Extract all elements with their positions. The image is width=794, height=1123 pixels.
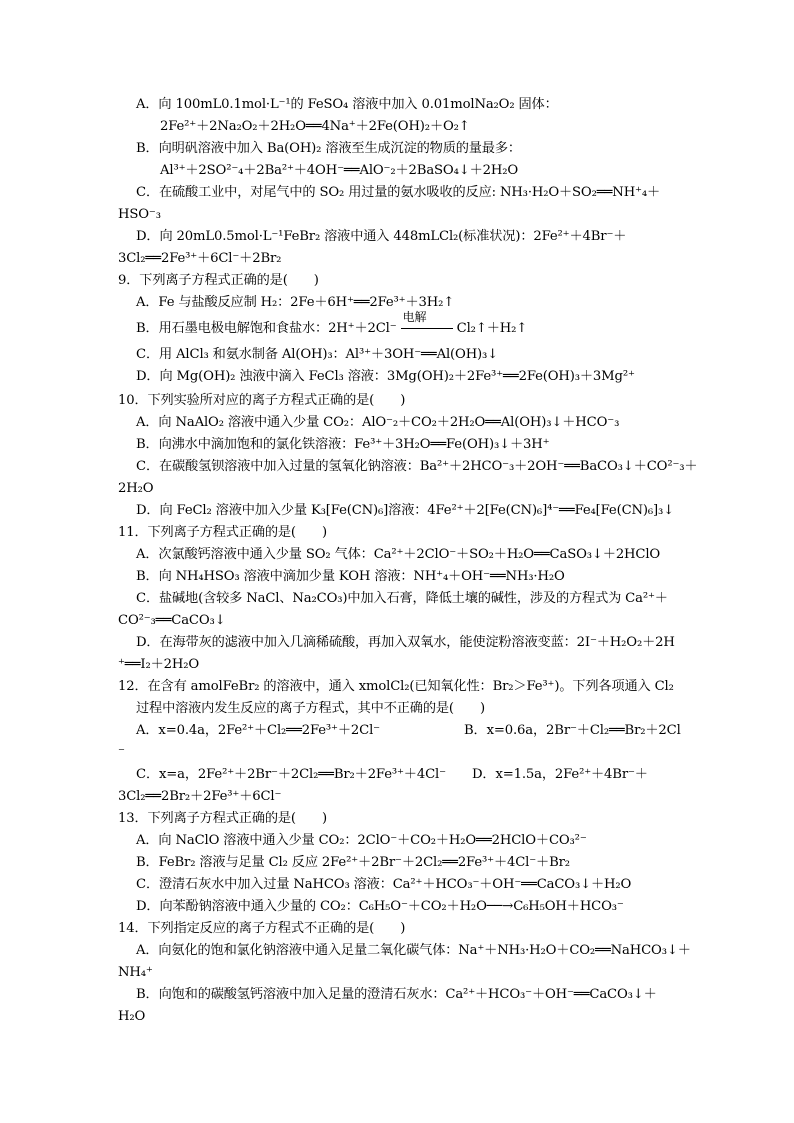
q11-option-a: A．次氯酸钙溶液中通入少量 SO₂ 气体：Ca²⁺＋2ClO⁻＋SO₂＋H₂O══CaSO₃↓＋2HClO xyxy=(136,547,661,562)
q13-option-b: B．FeBr₂ 溶液与足量 Cl₂ 反应 2Fe²⁺＋2Br⁻＋2Cl₂══2Fe³⁺＋4Cl⁻＋Br₂ xyxy=(136,855,570,870)
q8-option-a-equation: 2Fe²⁺＋2Na₂O₂＋2H₂O══4Na⁺＋2Fe(OH)₂＋O₂↑ xyxy=(160,119,470,134)
q13-option-d: D．向苯酚钠溶液中通入少量的 CO₂：C₆H₅O⁻＋CO₂＋H₂O──→C₆H₅OH＋HCO₃⁻ xyxy=(136,899,624,914)
q11-option-c-cont: CO²⁻₃══CaCO₃↓ xyxy=(118,613,226,628)
q9-option-b-right: Cl₂↑＋H₂↑ xyxy=(456,321,528,336)
q8-option-b-equation: Al³⁺＋2SO²⁻₄＋2Ba²⁺＋4OH⁻══AlO⁻₂＋2BaSO₄↓＋2H₂O xyxy=(160,163,519,178)
q9-option-c: C．用 AlCl₃ 和氨水制备 Al(OH)₃：Al³⁺＋3OH⁻══Al(OH)₃↓ xyxy=(136,347,499,362)
q8-option-c: C．在硫酸工业中，对尾气中的 SO₂ 用过量的氨水吸收的反应: NH₃·H₂O＋SO₂══NH⁺₄＋ xyxy=(136,185,661,200)
question-10: 10．下列实验所对应的离子方程式正确的是( ) xyxy=(118,393,406,408)
q10-option-b: B．向沸水中滴加饱和的氯化铁溶液：Fe³⁺＋3H₂O══Fe(OH)₃↓＋3H⁺ xyxy=(136,437,550,452)
q12-options-cd: C．x=a，2Fe²⁺＋2Br⁻＋2Cl₂══Br₂＋2Fe³⁺＋4Cl⁻ D．x=1.5a，2Fe²⁺＋4Br⁻＋ xyxy=(136,767,648,782)
q11-option-c: C．盐碱地(含较多 NaCl、Na₂CO₃)中加入石膏，降低土壤的碱性，涉及的方程式为 Ca²⁺＋ xyxy=(136,591,668,606)
q12-option-b: B．x=0.6a，2Br⁻＋Cl₂══Br₂＋2Cl xyxy=(464,723,681,738)
q9-option-d: D．向 Mg(OH)₂ 浊液中滴入 FeCl₃ 溶液：3Mg(OH)₂＋2Fe³⁺══2Fe(OH)₃＋3Mg²⁺ xyxy=(136,369,635,384)
question-11: 11．下列离子方程式正确的是( ) xyxy=(118,525,327,540)
q13-option-c: C．澄清石灰水中加入过量 NaHCO₃ 溶液：Ca²⁺＋HCO₃⁻＋OH⁻══CaCO₃↓＋H₂O xyxy=(136,877,632,892)
q12-option-d-cont: 3Cl₂══2Br₂＋2Fe³⁺＋6Cl⁻ xyxy=(118,789,282,804)
q14-option-b: B．向饱和的碳酸氢钙溶液中加入足量的澄清石灰水：Ca²⁺＋HCO₃⁻＋OH⁻══CaCO₃↓＋ xyxy=(136,987,657,1002)
q11-option-d-cont: ⁺══I₂＋2H₂O xyxy=(118,657,200,672)
q14-option-a-cont: NH₄⁺ xyxy=(118,965,153,980)
q8-option-d-cont: 3Cl₂══2Fe³⁺＋6Cl⁻＋2Br₂ xyxy=(118,251,282,266)
q13-option-a: A．向 NaClO 溶液中通入少量 CO₂：2ClO⁻＋CO₂＋H₂O══2HClO＋CO₃²⁻ xyxy=(136,833,587,848)
question-12: 12．在含有 amolFeBr₂ 的溶液中，通入 xmolCl₂(已知氧化性：Br₂＞Fe³⁺)。下列各项通入 Cl₂ xyxy=(118,679,674,694)
q10-option-a: A．向 NaAlO₂ 溶液中通入少量 CO₂：AlO⁻₂＋CO₂＋2H₂O══Al(OH)₃↓＋HCO⁻₃ xyxy=(136,415,620,430)
question-12-cont: 过程中溶液内发生反应的离子方程式，其中不正确的是( ) xyxy=(136,701,485,716)
q10-option-c: C．在碳酸氢钡溶液中加入过量的氢氧化钠溶液：Ba²⁺＋2HCO⁻₃＋2OH⁻══BaCO₃↓＋CO²⁻₃＋ xyxy=(136,459,698,474)
q11-option-b: B．向 NH₄HSO₃ 溶液中滴加少量 KOH 溶液：NH⁺₄＋OH⁻══NH₃·H₂O xyxy=(136,569,565,584)
question-9: 9．下列离子方程式正确的是( ) xyxy=(118,273,319,288)
question-13: 13．下列离子方程式正确的是( ) xyxy=(118,811,327,826)
q8-option-a: A．向 100mL0.1mol·L⁻¹的 FeSO₄ 溶液中加入 0.01molNa₂O₂ 固体： xyxy=(136,97,558,112)
q8-option-d: D．向 20mL0.5mol·L⁻¹FeBr₂ 溶液中通入 448mLCl₂(标准状况)：2Fe²⁺＋4Br⁻＋ xyxy=(136,229,627,244)
q9-option-b-left: B．用石墨电极电解饱和食盐水：2H⁺＋2Cl⁻ xyxy=(136,321,397,336)
electrolysis-arrow xyxy=(401,310,453,340)
q10-option-d: D．向 FeCl₂ 溶液中加入少量 K₃[Fe(CN)₆]溶液：4Fe²⁺＋2[Fe(CN)₆]⁴⁻══Fe₄[Fe(CN)₆]₃↓ xyxy=(136,503,675,518)
q8-option-b: B．向明矾溶液中加入 Ba(OH)₂ 溶液至生成沉淀的物质的量最多： xyxy=(136,141,521,156)
q9-option-a: A．Fe 与盐酸反应制 H₂：2Fe＋6H⁺══2Fe³⁺＋3H₂↑ xyxy=(136,295,455,310)
q12-option-a: A．x=0.4a，2Fe²⁺＋Cl₂══2Fe³⁺＋2Cl⁻ xyxy=(136,723,380,738)
q8-option-c-cont: HSO⁻₃ xyxy=(118,207,161,222)
question-14: 14．下列指定反应的离子方程式不正确的是( ) xyxy=(118,921,406,936)
electrolysis-label: 电解 xyxy=(402,310,427,324)
q14-option-b-cont: H₂O xyxy=(118,1009,146,1024)
q9-option-b xyxy=(136,310,696,340)
q12-option-b-cont: ⁻ xyxy=(118,745,125,760)
q14-option-a: A．向氨化的饱和氯化钠溶液中通入足量二氧化碳气体：Na⁺＋NH₃·H₂O＋CO₂══NaHCO₃↓＋ xyxy=(136,943,691,958)
q10-option-c-cont: 2H₂O xyxy=(118,481,154,496)
q11-option-d: D．在海带灰的滤液中加入几滴稀硫酸，再加入双氧水，能使淀粉溶液变蓝：2I⁻＋H₂O₂＋2H xyxy=(136,635,675,650)
